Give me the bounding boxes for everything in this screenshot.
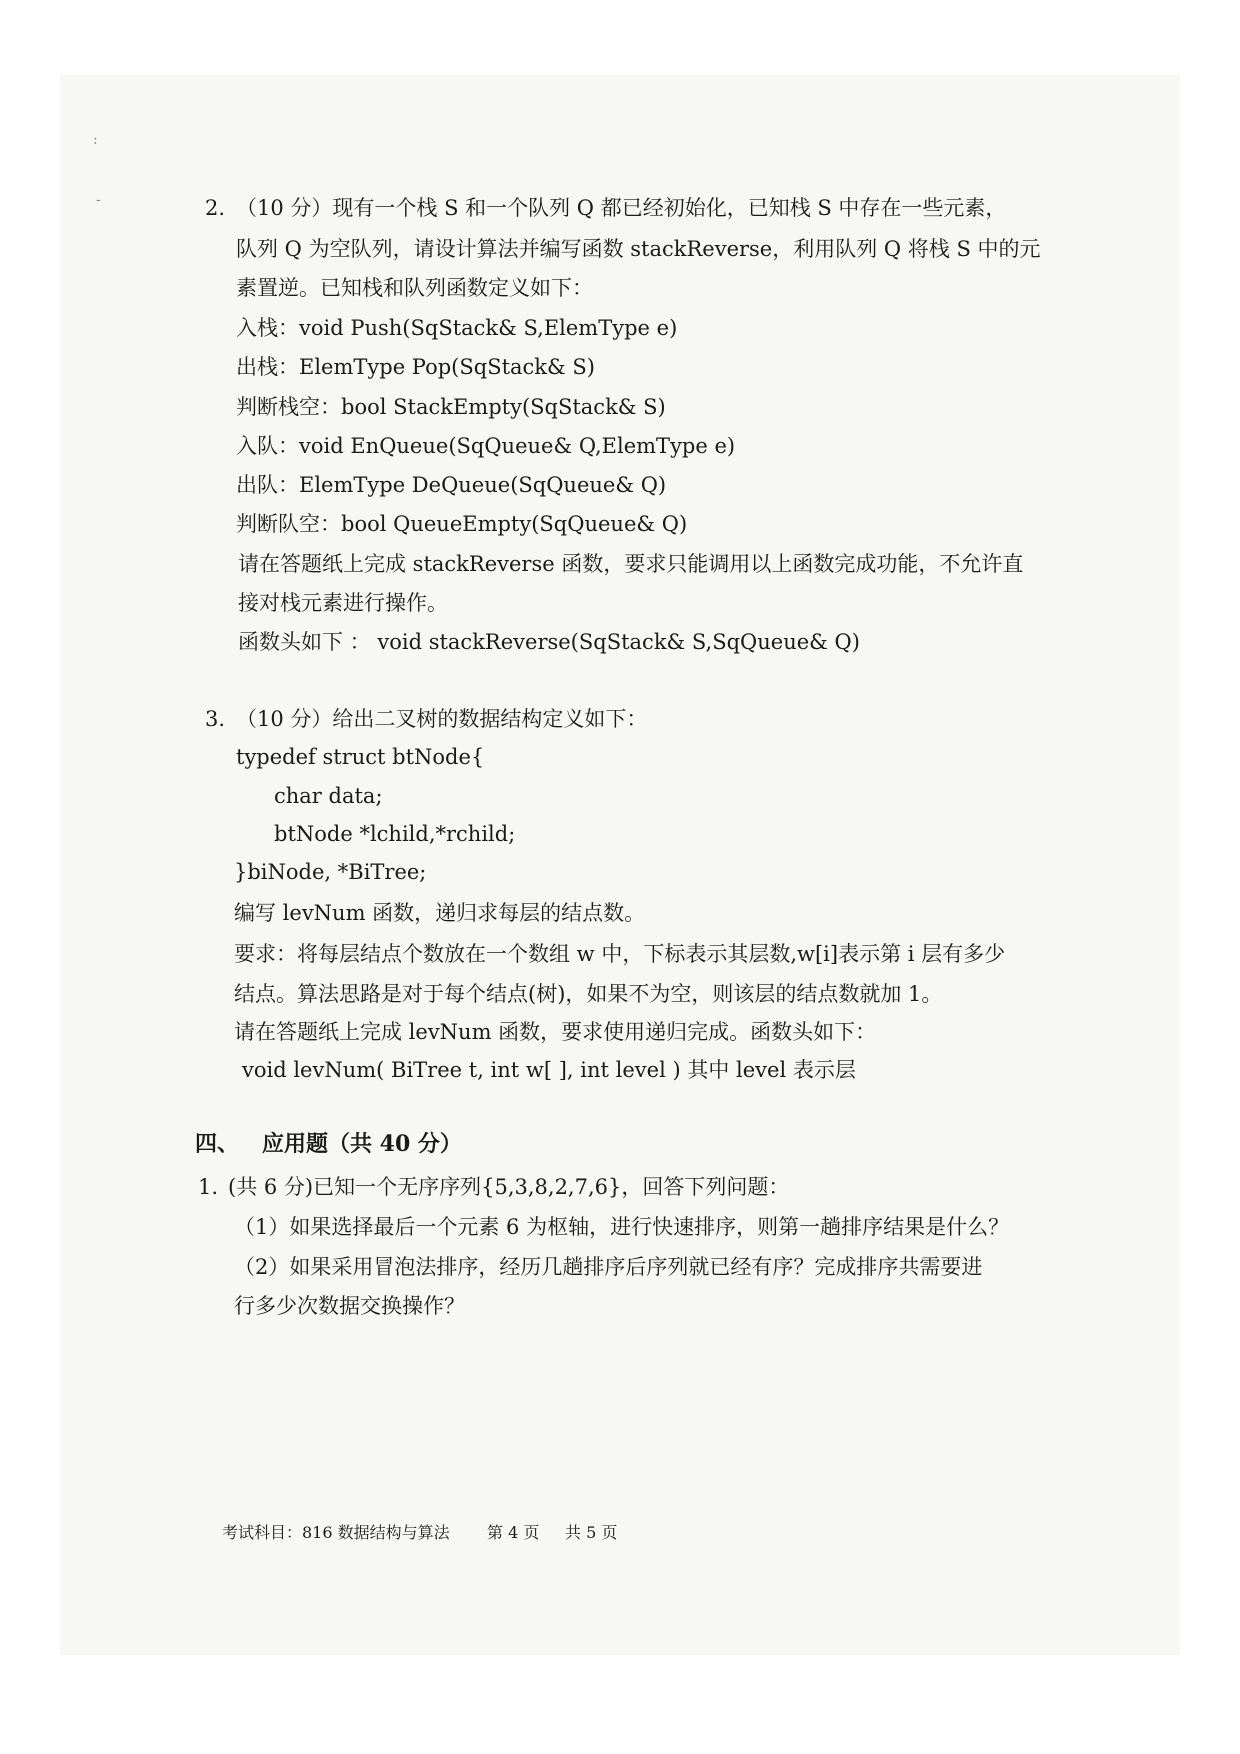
q3-code-line: }biNode, *BiTree; bbox=[234, 860, 427, 884]
q3-line: 请在答题纸上完成 levNum 函数，要求使用递归完成。函数头如下： bbox=[234, 1020, 877, 1044]
q3-line: （10 分）给出二叉树的数据结构定义如下： bbox=[236, 707, 648, 731]
q2-function-header: 函数头如下 ： void stackReverse(SqStack& S,SqQueue& Q) bbox=[238, 630, 860, 654]
q3-line: 结点。算法思路是对于每个结点(树)，如果不为空，则该层的结点数就加 1。 bbox=[234, 982, 943, 1006]
q2-number: 2. bbox=[205, 196, 226, 220]
q2-func-pop: 出栈：ElemType Pop(SqStack& S) bbox=[236, 355, 595, 379]
app1-number: 1. bbox=[198, 1175, 219, 1199]
exam-page bbox=[60, 75, 1180, 1655]
q3-function-header: void levNum( BiTree t, int w[ ], int level ) 其中 level 表示层 bbox=[242, 1058, 856, 1082]
q2-func-enqueue: 入队：void EnQueue(SqQueue& Q,ElemType e) bbox=[236, 434, 736, 458]
section-title: 应用题（共 40 分） bbox=[262, 1131, 462, 1157]
app1-subquestion: （1）如果选择最后一个元素 6 为枢轴，进行快速排序，则第一趟排序结果是什么？ bbox=[234, 1215, 1010, 1239]
q2-line: 队列 Q 为空队列，请设计算法并编写函数 stackReverse，利用队列 Q 将栈 S 中的元 bbox=[236, 237, 1041, 261]
q3-line: 要求：将每层结点个数放在一个数组 w 中，下标表示其层数,w[i]表示第 i 层有多少 bbox=[234, 942, 1006, 966]
q2-line: 接对栈元素进行操作。 bbox=[238, 591, 448, 615]
q2-func-stackempty: 判断栈空：bool StackEmpty(SqStack& S) bbox=[236, 395, 666, 419]
q2-func-push: 入栈：void Push(SqStack& S,ElemType e) bbox=[236, 316, 678, 340]
q2-line: 素置逆。已知栈和队列函数定义如下： bbox=[236, 276, 593, 300]
q2-line: 请在答题纸上完成 stackReverse 函数，要求只能调用以上函数完成功能，不允许直 bbox=[238, 552, 1024, 576]
q2-line: （10 分）现有一个栈 S 和一个队列 Q 都已经初始化，已知栈 S 中存在一些元素， bbox=[236, 196, 1007, 220]
app1-line: (共 6 分)已知一个无序序列{5,3,8,2,7,6}，回答下列问题： bbox=[228, 1175, 790, 1199]
q2-func-queueempty: 判断队空：bool QueueEmpty(SqQueue& Q) bbox=[236, 512, 688, 536]
footer-subject: 考试科目：816 数据结构与算法 bbox=[222, 1523, 450, 1542]
q3-line: 编写 levNum 函数，递归求每层的结点数。 bbox=[234, 901, 646, 925]
q3-code-line: typedef struct btNode{ bbox=[236, 745, 485, 769]
footer-page-number: 第 4 页 bbox=[487, 1523, 540, 1542]
footer-total-pages: 共 5 页 bbox=[565, 1523, 618, 1542]
app1-line: 行多少次数据交换操作？ bbox=[234, 1294, 465, 1318]
q2-func-dequeue: 出队：ElemType DeQueue(SqQueue& Q) bbox=[236, 473, 667, 497]
app1-subquestion: （2）如果采用冒泡法排序，经历几趟排序后序列就已经有序？完成排序共需要进 bbox=[234, 1255, 983, 1279]
q3-code-line: btNode *lchild,*rchild; bbox=[274, 822, 516, 846]
scan-speck: - bbox=[96, 192, 101, 208]
q3-number: 3. bbox=[205, 707, 226, 731]
scan-speck: : bbox=[93, 132, 98, 148]
q3-code-line: char data; bbox=[274, 784, 383, 808]
section-number: 四、 bbox=[195, 1131, 240, 1157]
